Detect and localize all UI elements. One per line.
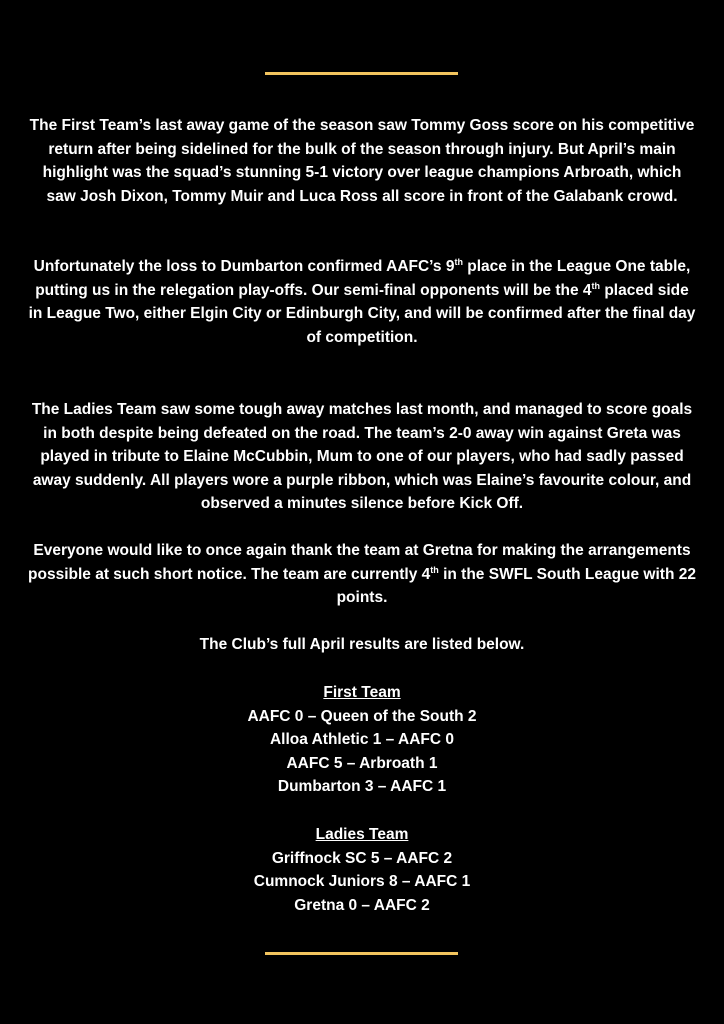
text-segment: Everyone would like to once again thank the team at Gretna for making the arrangements possible at such short notice. The team are currently 4 [28, 542, 691, 583]
result-line: Dumbarton 3 – AAFC 1 [277, 778, 447, 795]
result-line: Cumnock Juniors 8 – AAFC 1 [253, 873, 471, 890]
ordinal-suffix: th [430, 564, 439, 575]
ladies-team-results [28, 823, 696, 917]
result-line: Gretna 0 – AAFC 2 [294, 896, 430, 914]
result-line: Griffnock SC 5 – AAFC 2 [271, 849, 453, 867]
text-segment: placed side in League Two, either Elgin City or Edinburgh City, and will be confirmed after the final day of competition. [28, 281, 696, 346]
bottom-divider [265, 952, 458, 955]
result-line: AAFC 0 – Queen of the South 2 [247, 707, 477, 725]
ladies-team-results-heading: Ladies Team [315, 826, 409, 843]
ordinal-suffix: th [591, 280, 601, 291]
top-divider [265, 72, 458, 75]
ladies-report-paragraph-2 [28, 539, 696, 610]
results-intro: The Club’s full April results are listed below. [199, 636, 525, 653]
first-team-results-heading: First Team [323, 684, 401, 701]
result-line: AAFC 5 – Arbroath 1 [286, 754, 438, 772]
text-segment: in the SWFL South League with 22 points. [336, 565, 696, 606]
first-team-results [28, 681, 696, 799]
ladies-report-paragraph-1: The Ladies Team saw some tough away matches last month, and managed to score goals in both despite being defeated on the road. The team’s 2-0 away win against Greta was played in tribute to Elaine McCubbin, Mum to one of our players, who had sadly passed away suddenly. All players wore a purple ribbon, which was Elaine’s favourite colour, and observed a minutes silence before Kick Off. [31, 401, 693, 512]
first-team-report-paragraph-2 [28, 255, 696, 349]
text-segment: place in the League One table, putting us in the relegation play-offs. Our semi-final opponents will be the 4 [35, 258, 691, 299]
result-line: Alloa Athletic 1 – AAFC 0 [269, 731, 455, 748]
text-segment: Unfortunately the loss to Dumbarton confirmed AAFC’s 9 [33, 258, 455, 275]
first-team-report-paragraph-1: The First Team’s last away game of the season saw Tommy Goss score on his competitive return after being sidelined for the bulk of the season through injury. But April’s main highlight was the squad’s stunning 5-1 victory over league champions Arbroath, which saw Josh Dixon, Tommy Muir and Luca Ross all score in front of the Galabank crowd. [29, 117, 695, 205]
ordinal-suffix: th [454, 256, 463, 267]
